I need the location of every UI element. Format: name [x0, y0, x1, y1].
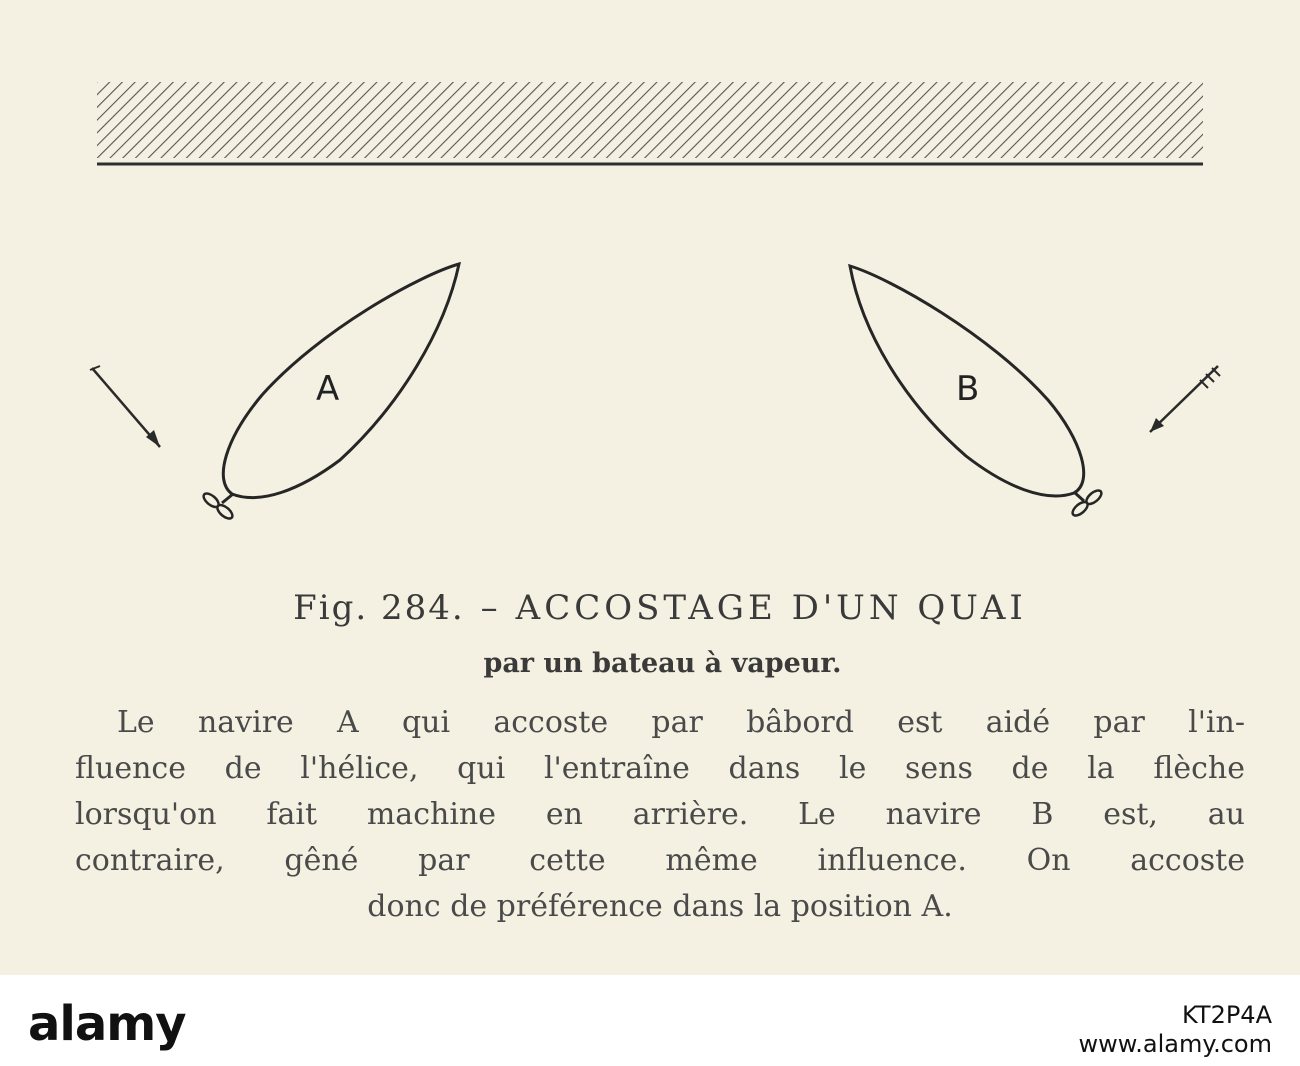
figure-number: Fig. 284.: [293, 588, 465, 628]
boat-a: [90, 264, 459, 521]
boat-b-label: B: [956, 369, 980, 409]
boat-a-label: A: [316, 369, 340, 409]
description-line: donc de préférence dans la position A.: [367, 889, 953, 924]
figure-caption-title: [0, 588, 1300, 628]
figure-description: [75, 700, 1245, 930]
boat-a-arrow-icon: [90, 366, 160, 447]
boat-b-arrow-icon: [1150, 366, 1220, 432]
alamy-logo: alamy: [28, 996, 186, 1052]
quay-wall: [97, 82, 1203, 164]
description-line: lorsqu'on fait machine en arrière. Le navire B est, au: [75, 797, 1245, 832]
boat-a-propeller-shaft: [222, 494, 233, 503]
description-line: contraire, gêné par cette même influence. On accoste: [75, 843, 1245, 878]
boat-b: [850, 266, 1220, 518]
image-id: KT2P4A: [1182, 1001, 1272, 1029]
boat-b-propeller-shaft: [1074, 492, 1084, 501]
description-line: fluence de l'hélice, qui l'entraîne dans le sens de la flèche: [75, 751, 1245, 786]
figure-title: ACCOSTAGE D'UN QUAI: [515, 588, 1027, 628]
figure-subtitle: par un bateau à vapeur.: [483, 648, 842, 679]
caption-dash: –: [480, 588, 500, 628]
site-url: www.alamy.com: [1078, 1030, 1272, 1058]
quay-hatching: [97, 82, 1203, 158]
boat-a-hull: [223, 264, 459, 498]
description-line: Le navire A qui accoste par bâbord est aidé par l'in-: [117, 705, 1245, 740]
